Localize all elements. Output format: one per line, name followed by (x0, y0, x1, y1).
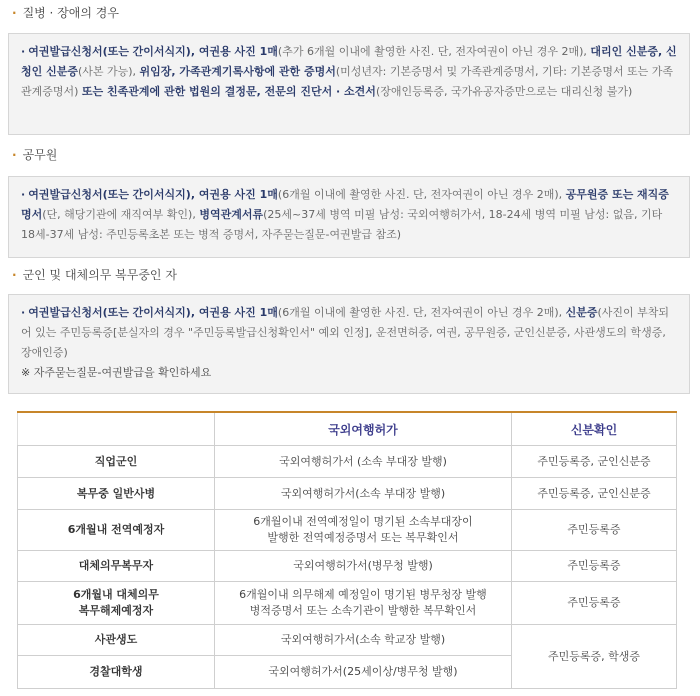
permit-cell: 국외여행허가서(소속 부대장 발행) (215, 478, 512, 510)
table-row (18, 551, 677, 582)
info-box-military (8, 294, 690, 394)
bullet-icon: · (21, 45, 26, 58)
header-empty (18, 412, 215, 446)
id-cell: 주민등록증, 군인신분증 (512, 478, 677, 510)
bullet-icon: · (12, 6, 17, 20)
required-document-text: 여권발급신청서(또는 간이서식지), 여권용 사진 1매 (28, 188, 278, 201)
id-cell: 주민등록증, 학생증 (512, 625, 677, 689)
permit-cell: 국외여행허가서 (소속 부대장 발행) (215, 446, 512, 478)
table-row (18, 446, 677, 478)
section-title-official: · 공무원 (12, 148, 58, 162)
table-row (18, 625, 677, 656)
permit-cell: 6개월이내 전역예정일이 명기된 소속부대장이 발행한 전역예정증명서 또는 복무확인서 (215, 510, 512, 551)
document-detail-text: (미성년자: 기본증명서 및 가족관계증명서, 기타: 기본증명서 또는 가족관계증명서) (21, 65, 674, 98)
header-travel-permit: 국외여행허가 (215, 412, 512, 446)
required-document-text: 공무원증 또는 재직증명서 (21, 188, 669, 221)
id-cell: 주민등록증 (512, 582, 677, 625)
bullet-icon: · (21, 306, 26, 319)
info-box-illness (8, 33, 690, 135)
document-detail-text: (단, 해당기관에 재직여부 확인), (42, 208, 200, 221)
id-cell: 주민등록증, 군인신분증 (512, 446, 677, 478)
segments (21, 306, 669, 359)
table-row (18, 510, 677, 551)
required-document-text: 위임장, 가족관계기록사항에 관한 증명서 (139, 65, 336, 78)
permit-cell: 국외여행허가서(소속 학교장 발행) (215, 625, 512, 656)
permit-cell: 6개월이내 의무해제 예정일이 명기된 병무청장 발행 병적증명서 또는 소속기관이 발행한 복무확인서 (215, 582, 512, 625)
section-title-illness: · 질병 · 장애의 경우 (12, 6, 119, 20)
table-row (18, 478, 677, 510)
requirements-table (17, 411, 677, 689)
required-document-text: 또는 친족관계에 관한 법원의 결정문, 전문의 진단서 · 소견서 (81, 85, 376, 98)
id-cell: 주민등록증 (512, 510, 677, 551)
segments (21, 188, 669, 241)
row-label: 사관생도 (18, 625, 215, 656)
bullet-icon: · (12, 268, 17, 282)
required-document-text: 신분증 (565, 306, 598, 319)
document-detail-text: (6개월 이내에 촬영한 사진. 단, 전자여권이 아닌 경우 2매), (277, 306, 566, 319)
id-cell: 주민등록증 (512, 551, 677, 582)
document-detail-text: (25세~37세 병역 미필 남성: 국외여행허가서, 18-24세 병역 미필 남성: 없음, 기타 18세-37세 남성: 주민등록초본 또는 병적 증명서, 자주묻는질문-여권발급 참조) (21, 208, 663, 241)
bullet-icon: · (12, 148, 17, 162)
section-title-military: · 군인 및 대체의무 복무중인 자 (12, 268, 177, 282)
required-document-text: 여권발급신청서(또는 간이서식지), 여권용 사진 1매 (28, 45, 278, 58)
bullet-icon: · (21, 188, 26, 201)
document-detail-text: (추가 6개월 이내에 촬영한 사진. 단, 전자여권이 아닌 경우 2매), (277, 45, 591, 58)
row-label: 복무중 일반사병 (18, 478, 215, 510)
row-label: 경찰대학생 (18, 656, 215, 689)
required-document-text: 대리인 신분증, 신청인 신분증 (21, 45, 677, 78)
row-label: 직업군인 (18, 446, 215, 478)
faq-note: ※ 자주묻는질문-여권발급을 확인하세요 (21, 366, 212, 379)
document-detail-text: (사본 가능), (77, 65, 140, 78)
header-id-check: 신분확인 (512, 412, 677, 446)
document-detail-text: (사진이 부착되어 있는 주민등록증[분실자의 경우 "주민등록발급신청확인서" 예외 인정], 운전면허증, 여권, 공무원증, 군인신분증, 사관생도의 학생증, 장애인증) (21, 306, 670, 359)
permit-cell: 국외여행허가서(병무청 발행) (215, 551, 512, 582)
row-label: 대체의무복무자 (18, 551, 215, 582)
document-detail-text: (6개월 이내에 촬영한 사진. 단, 전자여권이 아닌 경우 2매), (277, 188, 566, 201)
row-label: 6개월내 대체의무 복무해제예정자 (18, 582, 215, 625)
required-document-text: 여권발급신청서(또는 간이서식지), 여권용 사진 1매 (28, 306, 278, 319)
info-box-official (8, 176, 690, 258)
document-detail-text: (장애인등록증, 국가유공자증만으로는 대리신청 불가) (375, 85, 633, 98)
required-document-text: 병역관계서류 (199, 208, 264, 221)
table-row (18, 582, 677, 625)
row-label: 6개월내 전역예정자 (18, 510, 215, 551)
permit-cell: 국외여행허가서(25세이상/병무청 발행) (215, 656, 512, 689)
segments (21, 45, 677, 98)
